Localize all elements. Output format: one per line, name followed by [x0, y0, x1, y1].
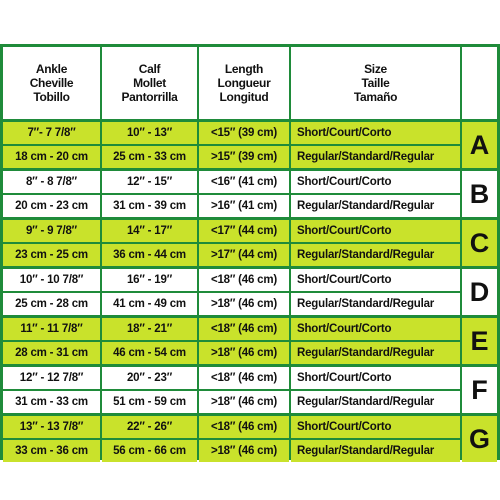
length-regular-a: >15″ (39 cm)	[199, 146, 289, 168]
length-regular-g: >18″ (46 cm)	[199, 440, 289, 462]
length-short-b: <16″ (41 cm)	[199, 171, 289, 193]
size-short-f: Short/Court/Corto	[291, 367, 460, 389]
header-length-fr: Longueur	[217, 76, 271, 90]
header-ankle-es: Tobillo	[33, 90, 70, 104]
calf-inches-d: 16″ - 19″	[102, 269, 197, 291]
length-regular-f: >18″ (46 cm)	[199, 391, 289, 413]
calf-cm-b: 31 cm - 39 cm	[102, 195, 197, 217]
length-regular-b: >16″ (41 cm)	[199, 195, 289, 217]
size-regular-b: Regular/Standard/Regular	[291, 195, 460, 217]
size-short-b: Short/Court/Corto	[291, 171, 460, 193]
calf-cm-e: 46 cm - 54 cm	[102, 342, 197, 364]
size-regular-f: Regular/Standard/Regular	[291, 391, 460, 413]
size-letter-e: E	[462, 318, 497, 364]
calf-cm-f: 51 cm - 59 cm	[102, 391, 197, 413]
calf-inches-a: 10″ - 13″	[102, 122, 197, 144]
length-short-f: <18″ (46 cm)	[199, 367, 289, 389]
calf-inches-b: 12″ - 15″	[102, 171, 197, 193]
length-regular-d: >18″ (46 cm)	[199, 293, 289, 315]
header-length	[199, 47, 289, 119]
size-regular-e: Regular/Standard/Regular	[291, 342, 460, 364]
calf-inches-c: 14″ - 17″	[102, 220, 197, 242]
ankle-inches-f: 12″ - 12 7/8″	[3, 367, 100, 389]
ankle-inches-g: 13″ - 13 7/8″	[3, 416, 100, 438]
size-short-c: Short/Court/Corto	[291, 220, 460, 242]
length-regular-c: >17″ (44 cm)	[199, 244, 289, 266]
size-letter-c: C	[462, 220, 497, 266]
ankle-inches-b: 8″ - 8 7/8″	[3, 171, 100, 193]
ankle-inches-e: 11″ - 11 7/8″	[3, 318, 100, 340]
size-regular-d: Regular/Standard/Regular	[291, 293, 460, 315]
header-calf	[102, 47, 197, 119]
ankle-cm-b: 20 cm - 23 cm	[3, 195, 100, 217]
size-regular-a: Regular/Standard/Regular	[291, 146, 460, 168]
header-size-fr: Taille	[361, 76, 390, 90]
size-regular-c: Regular/Standard/Regular	[291, 244, 460, 266]
calf-inches-e: 18″ - 21″	[102, 318, 197, 340]
header-length-en: Length	[224, 62, 264, 76]
length-regular-e: >18″ (46 cm)	[199, 342, 289, 364]
length-short-e: <18″ (46 cm)	[199, 318, 289, 340]
header-calf-fr: Mollet	[133, 76, 166, 90]
header-length-es: Longitud	[219, 90, 269, 104]
header-ankle-en: Ankle	[35, 62, 68, 76]
size-short-a: Short/Court/Corto	[291, 122, 460, 144]
ankle-cm-c: 23 cm - 25 cm	[3, 244, 100, 266]
size-short-g: Short/Court/Corto	[291, 416, 460, 438]
ankle-inches-d: 10″ - 10 7/8″	[3, 269, 100, 291]
header-calf-en: Calf	[138, 62, 161, 76]
header-blank	[462, 47, 497, 119]
size-letter-g: G	[462, 416, 497, 462]
calf-cm-a: 25 cm - 33 cm	[102, 146, 197, 168]
ankle-cm-a: 18 cm - 20 cm	[3, 146, 100, 168]
size-letter-f: F	[462, 367, 497, 413]
size-short-d: Short/Court/Corto	[291, 269, 460, 291]
length-short-d: <18″ (46 cm)	[199, 269, 289, 291]
ankle-inches-a: 7″- 7 7/8″	[3, 122, 100, 144]
ankle-cm-e: 28 cm - 31 cm	[3, 342, 100, 364]
header-calf-es: Pantorrilla	[121, 90, 178, 104]
calf-cm-d: 41 cm - 49 cm	[102, 293, 197, 315]
length-short-c: <17″ (44 cm)	[199, 220, 289, 242]
size-letter-b: B	[462, 171, 497, 217]
calf-inches-f: 20″ - 23″	[102, 367, 197, 389]
header-ankle	[3, 47, 100, 119]
ankle-cm-f: 31 cm - 33 cm	[3, 391, 100, 413]
header-size-en: Size	[364, 62, 387, 76]
calf-cm-c: 36 cm - 44 cm	[102, 244, 197, 266]
length-short-g: <18″ (46 cm)	[199, 416, 289, 438]
ankle-inches-c: 9″ - 9 7/8″	[3, 220, 100, 242]
ankle-cm-d: 25 cm - 28 cm	[3, 293, 100, 315]
size-short-e: Short/Court/Corto	[291, 318, 460, 340]
size-letter-a: A	[462, 122, 497, 168]
size-chart	[0, 44, 500, 460]
size-letter-d: D	[462, 269, 497, 315]
header-size-es: Tamaño	[353, 90, 398, 104]
header-size	[291, 47, 460, 119]
header-ankle-fr: Cheville	[29, 76, 74, 90]
ankle-cm-g: 33 cm - 36 cm	[3, 440, 100, 462]
calf-inches-g: 22″ - 26″	[102, 416, 197, 438]
size-regular-g: Regular/Standard/Regular	[291, 440, 460, 462]
calf-cm-g: 56 cm - 66 cm	[102, 440, 197, 462]
length-short-a: <15″ (39 cm)	[199, 122, 289, 144]
